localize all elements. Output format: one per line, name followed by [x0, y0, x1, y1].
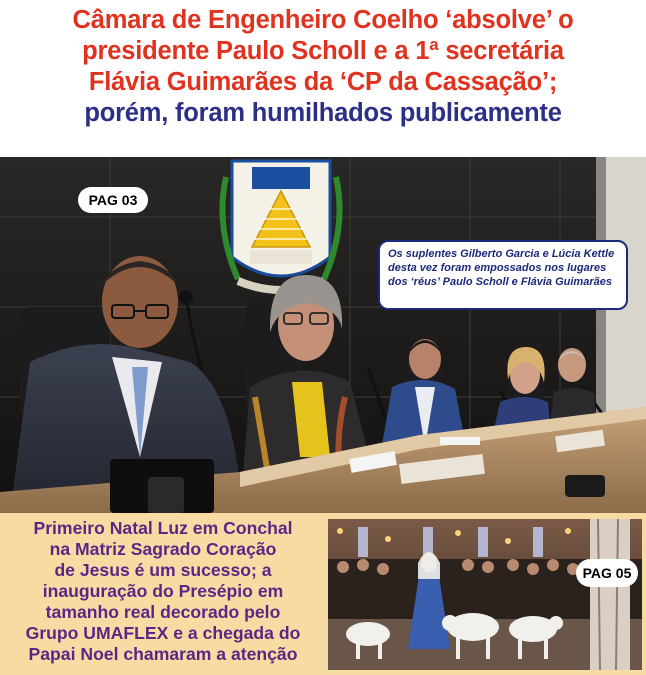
headline-line-2: presidente Paulo Scholl e a 1ª secretária — [82, 37, 564, 65]
bottom-headline-line: inauguração do Presépio em — [42, 581, 284, 601]
bottom-headline-line: Primeiro Natal Luz em Conchal — [33, 518, 293, 538]
page-badge-05[interactable]: PAG 05 — [576, 559, 638, 587]
nativity-illustration — [328, 519, 642, 670]
headline-line-1: Câmara de Engenheiro Coelho ‘absolve’ o — [72, 6, 574, 34]
bottom-headline-line: na Matriz Sagrado Coração — [49, 539, 277, 559]
photo-caption: Os suplentes Gilberto Garcia e Lúcia Kettle desta vez foram empossados nos lugares dos ‘réus’ Paulo Scholl e Flávia Guimarães — [378, 240, 628, 310]
council-session-photo — [0, 157, 646, 513]
page-badge-03[interactable]: PAG 03 — [78, 187, 148, 213]
bottom-story-headline[interactable] — [0, 518, 326, 665]
headline-line-3: Flávia Guimarães da ‘CP da Cassação’; — [88, 68, 558, 96]
nativity-scene-photo — [328, 519, 642, 670]
bottom-headline-line: Papai Noel chamaram a atenção — [28, 644, 298, 664]
bottom-headline-line: Grupo UMAFLEX e a chegada do — [25, 623, 301, 643]
headline-line-4: porém, foram humilhados publicamente — [84, 99, 562, 127]
bottom-headline-line: tamanho real decorado pelo — [45, 602, 281, 622]
main-headline — [0, 0, 646, 156]
bottom-headline-line: de Jesus é um sucesso; a — [54, 560, 272, 580]
